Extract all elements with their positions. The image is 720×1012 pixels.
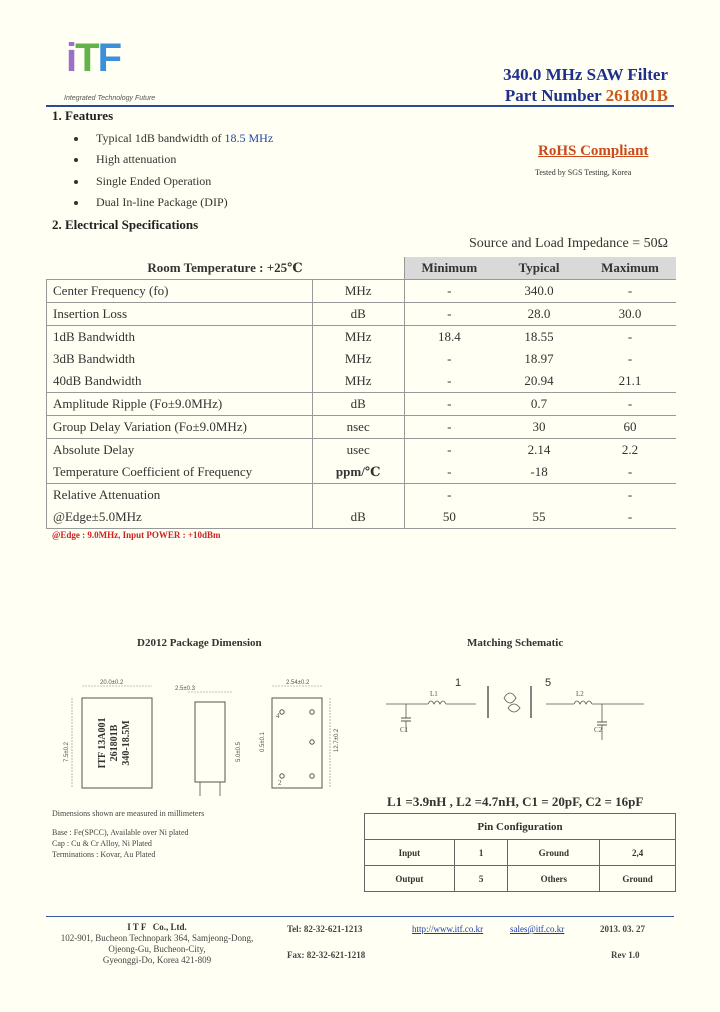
col-typical: Typical	[494, 257, 584, 280]
table-row: Absolute Delay usec - 2.14 2.2	[47, 439, 677, 462]
package-note: Cap : Cu & Cr Alloy, Ni Plated	[52, 839, 152, 848]
col-maximum: Maximum	[584, 257, 676, 280]
table-row: 3dB Bandwidth MHz - 18.97 -	[47, 348, 677, 370]
bullet-icon	[74, 137, 78, 141]
company-logo	[66, 36, 176, 106]
features-heading: 1. Features	[52, 108, 114, 123]
logo-letter-i: i	[66, 36, 76, 80]
footer-fax: Fax: 82-32-621-1218	[287, 950, 366, 960]
schematic-title: Matching Schematic	[467, 637, 564, 649]
pin-label: 1	[455, 677, 462, 689]
component-label: C2	[594, 726, 603, 734]
dim-label: 0.5±0.1	[260, 732, 266, 752]
package-marking-line: 340-18.5M	[121, 720, 132, 766]
package-marking-line: 261801B	[109, 724, 120, 762]
table-row: Relative Attenuation - -	[47, 484, 677, 507]
bullet-icon	[74, 180, 78, 184]
spec-note: @Edge : 9.0MHz, Input POWER : +10dBm	[52, 530, 221, 540]
package-marking-line: ITF 13A001	[97, 717, 108, 769]
component-label: C1	[400, 726, 409, 734]
pin-label: 5	[545, 677, 552, 689]
company-name: I T F Co., Ltd.	[127, 922, 187, 932]
dim-label: 2.54±0.2	[286, 680, 310, 686]
svg-text:4: 4	[276, 712, 280, 720]
table-row: 40dB Bandwidth MHz - 20.94 21.1	[47, 370, 677, 393]
part-number-label: Part Number	[504, 86, 606, 105]
svg-text:2: 2	[278, 779, 282, 787]
website-link[interactable]: http://www.itf.co.kr	[412, 924, 484, 934]
footer-tel: Tel: 82-32-621-1213	[287, 924, 363, 934]
bullet-icon	[74, 201, 78, 205]
table-row: Insertion Loss dB - 28.0 30.0	[47, 303, 677, 326]
footer-address: I T F Co., Ltd. 102-901, Bucheon Technopark 364, Samjeong-Dong, Ojeong-Gu, Bucheon-City, Gyeonggi-Do, Korea 421-809	[60, 922, 254, 965]
document-date: 2013. 03. 27	[600, 924, 645, 934]
table-row: Output 5 Others Ground	[365, 866, 676, 892]
impedance-note: Source and Load Impedance = 50Ω	[468, 236, 668, 251]
feature-item: Single Ended Operation	[74, 174, 211, 189]
header-rule	[46, 105, 674, 107]
electrical-heading: 2. Electrical Specifications	[52, 217, 199, 232]
dim-label: 2.5±0.3	[175, 686, 195, 692]
part-number: 261801B	[605, 86, 668, 105]
feature-item: High attenuation	[74, 152, 176, 167]
logo-letter-f: F	[97, 36, 120, 80]
table-row: Group Delay Variation (Fo±9.0MHz) nsec - 30 60	[47, 416, 677, 439]
table-row: Amplitude Ripple (Fo±9.0MHz) dB - 0.7 -	[47, 393, 677, 416]
spec-table-wrap	[46, 257, 676, 529]
table-row: Center Frequency (fo) MHz - 340.0 -	[47, 280, 677, 303]
spec-table	[46, 257, 676, 529]
package-note: Dimensions shown are measured in millimeters	[52, 809, 205, 818]
bullet-icon	[74, 158, 78, 162]
rohs-badge: RoHS Compliant	[538, 143, 649, 159]
package-title: D2012 Package Dimension	[137, 637, 262, 649]
feature-item: Dual In-line Package (DIP)	[74, 195, 228, 210]
table-row: Input 1 Ground 2,4	[365, 840, 676, 866]
dim-label: 20.0±0.2	[100, 680, 124, 686]
component-values: L1 =3.9nH , L2 =4.7nH, C1 = 20pF, C2 = 16pF	[387, 794, 644, 809]
email-link[interactable]: sales@itf.co.kr	[510, 924, 565, 934]
logo-letter-t: T	[75, 36, 98, 80]
dim-label: 12.7±0.2	[334, 728, 340, 752]
dim-label: 7.5±0.2	[64, 742, 70, 762]
component-label: L1	[430, 690, 438, 698]
package-note: Base : Fe(SPCC), Available over Ni plated	[52, 828, 189, 837]
pin-config-table	[364, 813, 676, 892]
feature-item: Typical 1dB bandwidth of 18.5 MHz	[74, 131, 273, 146]
package-notes	[52, 808, 204, 860]
package-drawing	[50, 672, 350, 802]
package-note: Terminations : Kovar, Au Plated	[52, 850, 156, 859]
col-room-temp: Room Temperature : +25℃	[47, 257, 405, 280]
document-revision: Rev 1.0	[611, 950, 640, 960]
table-row: 1dB Bandwidth MHz 18.4 18.55 -	[47, 326, 677, 349]
rohs-note: Tested by SGS Testing, Korea	[535, 168, 632, 177]
table-row: Temperature Coefficient of Frequency ppm/℃ - -18 -	[47, 461, 677, 484]
matching-schematic	[366, 668, 676, 748]
component-label: L2	[576, 690, 584, 698]
part-number-line	[505, 86, 668, 106]
logo-tagline: Integrated Technology Future	[64, 95, 156, 102]
document-title: 340.0 MHz SAW Filter	[503, 65, 668, 84]
col-minimum: Minimum	[404, 257, 494, 280]
footer-rule	[46, 916, 674, 917]
pin-config-title: Pin Configuration	[365, 814, 676, 840]
table-row: @Edge±5.0MHz dB 50 55 -	[47, 506, 677, 529]
package-side-view	[195, 702, 225, 782]
dim-label: 5.0±0.5	[236, 742, 242, 762]
